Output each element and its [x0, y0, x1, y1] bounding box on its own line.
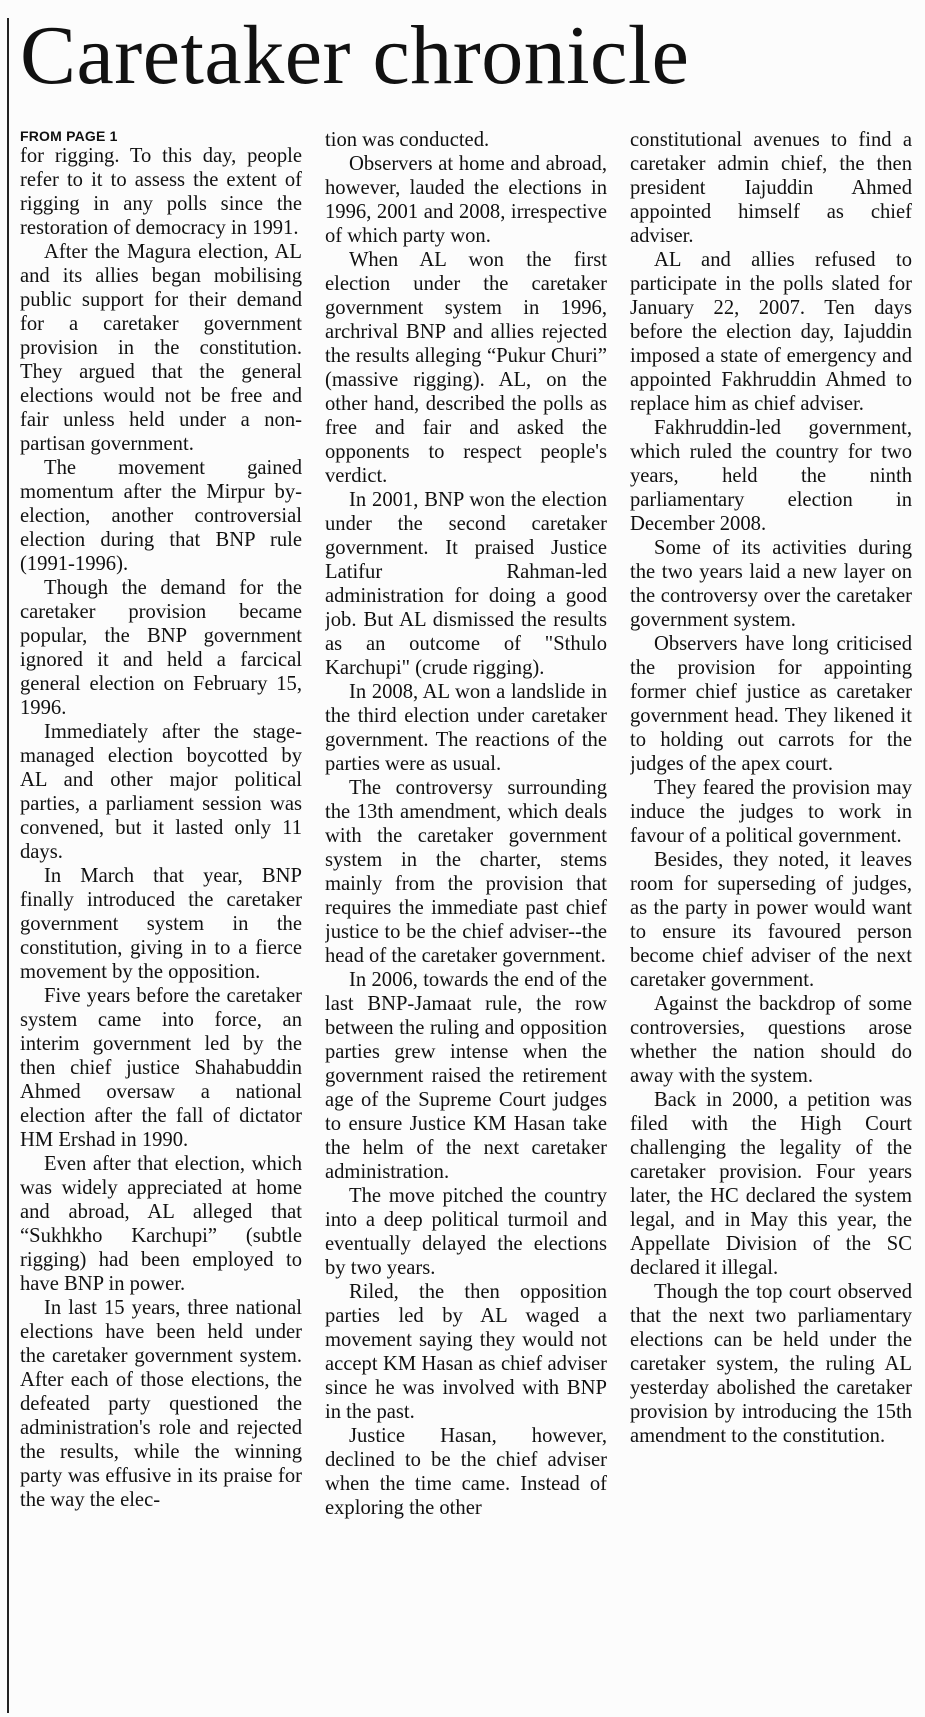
- paragraph: Observers have long criticised the provision for appointing former chief justice as caretaker government head. They likened it to holding out carrots for the judges of the apex court.: [630, 633, 912, 775]
- paragraph: In 2006, towards the end of the last BNP-Jamaat rule, the row between the ruling and opposition parties grew intense when the government raised the retirement age of the Supreme Court judges to ensure Justice KM Hasan take the helm of the next caretaker administration.: [325, 969, 607, 1183]
- column-rule: [7, 18, 9, 1713]
- paragraph: for rigging. To this day, people refer to it to assess the extent of rigging in any polls since the restoration of democracy in 1991.: [20, 145, 302, 239]
- paragraph: They feared the provision may induce the judges to work in favour of a political government.: [630, 777, 912, 847]
- paragraph: Though the demand for the caretaker provision became popular, the BNP government ignored it and held a farcical general election on February 15, 1996.: [20, 577, 302, 719]
- paragraph: Justice Hasan, however, declined to be the chief adviser when the time came. Instead of exploring the other: [325, 1425, 607, 1519]
- paragraph: In 2008, AL won a landslide in the third election under caretaker government. The reactions of the parties were as usual.: [325, 681, 607, 775]
- paragraph: Back in 2000, a petition was filed with the High Court challenging the legality of the caretaker provision. Four years later, the HC declared the system legal, and in May this year, the Appellate Division of the SC declared it illegal.: [630, 1089, 912, 1279]
- paragraph: Besides, they noted, it leaves room for superseding of judges, as the party in power would want to ensure its favoured person become chief adviser of the next caretaker government.: [630, 849, 912, 991]
- paragraph: Even after that election, which was widely appreciated at home and abroad, AL alleged that “Sukhkho Karchupi” (subtle rigging) had been employed to have BNP in power.: [20, 1153, 302, 1295]
- paragraph: When AL won the first election under the caretaker government system in 1996, archrival BNP and allies rejected the results alleging “Pukur Churi” (massive rigging). AL, on the other hand, described the polls as free and fair and asked the opponents to respect people's verdict.: [325, 249, 607, 487]
- article-column-3: [630, 128, 912, 1713]
- paragraph: In 2001, BNP won the election under the second caretaker government. It praised Justice Latifur Rahman-led administration for doing a good job. But AL dismissed the results as an outcome of "Sthulo Karchupi" (crude rigging).: [325, 489, 607, 679]
- paragraph: Some of its activities during the two years laid a new layer on the controversy over the caretaker government system.: [630, 537, 912, 631]
- paragraph: The move pitched the country into a deep political turmoil and eventually delayed the elections by two years.: [325, 1185, 607, 1279]
- paragraph: In last 15 years, three national elections have been held under the caretaker government system. After each of those elections, the defeated party questioned the administration's role and rejected the results, while the winning party was effusive in its praise for the way the elec-: [20, 1297, 302, 1511]
- paragraph: Riled, the then opposition parties led by AL waged a movement saying they would not accept KM Hasan as chief adviser since he was involved with BNP in the past.: [325, 1281, 607, 1423]
- jump-kicker: FROM PAGE 1: [20, 128, 118, 144]
- paragraph: tion was conducted.: [325, 129, 490, 151]
- paragraph: Observers at home and abroad, however, lauded the elections in 1996, 2001 and 2008, irrespective of which party won.: [325, 153, 607, 247]
- paragraph: Though the top court observed that the next two parliamentary elections can be held under the caretaker system, the ruling AL yesterday abolished the caretaker provision by introducing the 15th amendment to the constitution.: [630, 1281, 912, 1447]
- paragraph: The controversy surrounding the 13th amendment, which deals with the caretaker government system in the charter, stems mainly from the provision that requires the immediate past chief justice to be the chief adviser--the head of the caretaker government.: [325, 777, 607, 967]
- paragraph: Fakhruddin-led government, which ruled the country for two years, held the ninth parliamentary election in December 2008.: [630, 417, 912, 535]
- paragraph: constitutional avenues to find a caretaker admin chief, the then president Iajuddin Ahmed appointed himself as chief adviser.: [630, 129, 912, 247]
- paragraph: Five years before the caretaker system came into force, an interim government led by the then chief justice Shahabuddin Ahmed oversaw a national election after the fall of dictator HM Ershad in 1990.: [20, 985, 302, 1151]
- headline: Caretaker chronicle: [20, 9, 690, 102]
- paragraph: After the Magura election, AL and its allies began mobilising public support for their demand for a caretaker government provision in the constitution. They argued that the general elections would not be free and fair unless held under a non-partisan government.: [20, 241, 302, 455]
- paragraph: In March that year, BNP finally introduced the caretaker government system in the constitution, giving in to a fierce movement by the opposition.: [20, 865, 302, 983]
- paragraph: The movement gained momentum after the Mirpur by-election, another controversial election during that BNP rule (1991-1996).: [20, 457, 302, 575]
- paragraph: Against the backdrop of some controversies, questions arose whether the nation should do away with the system.: [630, 993, 912, 1087]
- paragraph: AL and allies refused to participate in the polls slated for January 22, 2007. Ten days before the election day, Iajuddin imposed a state of emergency and appointed Fakhruddin Ahmed to replace him as chief adviser.: [630, 249, 912, 415]
- article-column-2: [325, 128, 607, 1713]
- article-column-1: [20, 128, 302, 1713]
- paragraph: Immediately after the stage-managed election boycotted by AL and other major political parties, a parliament session was convened, but it lasted only 11 days.: [20, 721, 302, 863]
